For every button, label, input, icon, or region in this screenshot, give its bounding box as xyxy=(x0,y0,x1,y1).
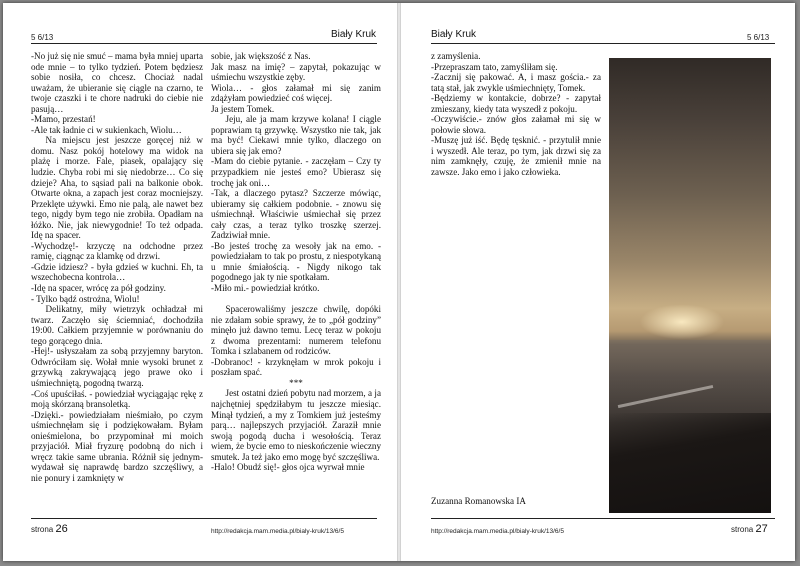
footer-url: http://redakcja.mam.media.pl/bialy-kruk/13/6/5 xyxy=(211,528,344,535)
paragraph: -Mam do ciebie pytanie. - zaczęłam – Czy ty przypadkiem nie jesteś emo? Ubierasz się trochę jak oni… xyxy=(211,156,381,188)
header-rule xyxy=(31,43,377,44)
paragraph: -Wychodzę!- krzyczę na odchodne przez ramię, ciągnąc za klamkę od drzwi. xyxy=(31,240,203,262)
paragraph: Spacerowaliśmy jeszcze chwilę, dopóki nie zdałam sobie sprawy, że to „pół godziny” minęło już dawno temu. Lecę teraz w pokoju z dwoma prezentami: numerem telefonu Tomka i szlabanem od rodziców. xyxy=(211,304,381,357)
paragraph: -Idę na spacer, wrócę za pół godziny. xyxy=(31,283,166,294)
paragraph: *** xyxy=(289,377,303,388)
magazine-title: Biały Kruk xyxy=(431,29,477,40)
page-label: strona xyxy=(731,525,754,534)
paragraph: -Halo! Obudź się!- głos ojca wyrwał mnie xyxy=(211,462,365,473)
page-number xyxy=(31,523,68,535)
paragraph: sobie, jak większość z Nas. xyxy=(211,51,311,61)
paragraph: -Dzięki.- powiedziałam nieśmiało, po czym uśmiechnęłam się i podziękowałam. Byłam onieśmielona, bo przypominał mi moich przyjaciół. Miał fryzurę podobną do nich i wręcz takie same ubrania. Różnił się jednym- wydawał się naprawdę bardzo szczęśliwy, a nie ponury i zamknięty w xyxy=(31,409,203,483)
paragraph: -Dobranoc! - krzyknęłam w mrok pokoju i poszłam spać. xyxy=(211,356,381,378)
paragraph: Wiola… - głos załamał mi się zanim zdążyłam powiedzieć coś więcej. xyxy=(211,82,381,104)
paragraph: -Hej!- usłyszałam za sobą przyjemny baryton. Odwróciłam się. Wołał mnie wysoki brunet z grzywką zakrywającą jego prawe oko i uśmiechniętą, pogodną twarzą. xyxy=(31,346,203,388)
text-column-2 xyxy=(211,51,381,473)
paragraph: -Miło mi.- powiedział krótko. xyxy=(211,283,320,294)
footer-rule xyxy=(431,518,775,519)
paragraph: -Muszę już iść. Będę tęsknić. - przytulił mnie i wyszedł. Ale teraz, po tym, jak drzwi się za nim zamknęły, czuję, że zmienił mnie na zawsze. Jako emo i jako człowieka. xyxy=(431,135,601,178)
paragraph: Ja jestem Tomek. xyxy=(211,103,275,114)
header-rule xyxy=(431,43,775,44)
page-number-value: 27 xyxy=(755,523,768,535)
magazine-spread xyxy=(3,3,795,561)
text-column-1 xyxy=(431,51,601,178)
paragraph: -Tak, a dlaczego pytasz? Szczerze mówiąc, ubieramy się całkiem podobnie. - znowu się uśmiechnął. Właściwie uśmiechał się przez cały czas, a teraz tylko troszkę szerzej. Zadziwiał mnie. xyxy=(211,188,381,241)
left-page xyxy=(3,3,397,561)
paragraph: -Będziemy w kontakcie, dobrze? - zapytał zmieszany, kiedy tata wyszedł z pokoju. xyxy=(431,93,601,114)
paragraph: -Oczywiście.- znów głos załamał mi się w połowie słowa. xyxy=(431,114,601,135)
magazine-title: Biały Kruk xyxy=(331,29,377,40)
author-name: Zuzanna Romanowska IA xyxy=(431,496,526,506)
paragraph: -Ale tak ładnie ci w sukienkach, Wiolu… xyxy=(31,124,182,135)
paragraph: z zamyślenia. xyxy=(431,51,481,61)
paragraph: -Bo jesteś trochę za wesoły jak na emo. - powiedziałam to tak po prostu, z niespotykaną u mnie śmiałością. - Nigdy nikogo tak pogodnego jak ty nie spotkałam. xyxy=(211,240,381,283)
text-column-1 xyxy=(31,51,203,483)
page-number xyxy=(731,523,768,535)
issue-number: 5 6/13 xyxy=(747,33,770,42)
paragraph: Jeju, ale ja mam krzywe kolana! I ciągle poprawiam tą grzywkę. Wszystko nie tak, jak ma być! Ciekawi mnie tylko, dlaczego on ubiera się jak emo? xyxy=(211,114,381,156)
beach-sunset-photo xyxy=(609,58,771,513)
paragraph: Jest ostatni dzień pobytu nad morzem, a ja najchętniej spędziłabym tu jeszcze miesiąc. Minął tydzień, a my z Tomkiem już jesteśmy parą… najlepszych przyjaciół. Zaraził mnie swoją pogodą ducha i wesołością. Teraz wiem, że bycie emo to nieskończenie wieczny smutek. Ja też jako emo mogę być szczęśliwa. xyxy=(211,388,381,462)
right-page xyxy=(401,3,795,561)
footer-url: http://redakcja.mam.media.pl/bialy-kruk/13/6/5 xyxy=(431,528,564,535)
paragraph: -Coś upuściłaś. - powiedział wyciągając rękę z moją skórzaną bransoletką. xyxy=(31,388,203,410)
paragraph: Na miejscu jest jeszcze goręcej niż w domu. Nasz pokój hotelowy ma widok na plażę i morze. Fale, piasek, opalający się ludzie. Chyba robi mi się niedobrze… Co się dzieje? Aha, to sąsiad pali na balkonie obok. Otwarte okna, a zapach jest coraz mocniejszy. Przeklęte używki. Emo nie palą, ale nawet bez tego, nigdy bym tego nie zrobiła. Opadłam na łóżko. Nie, jak niewygodnie! To też odpada. Idę na spacer. xyxy=(31,135,203,241)
paragraph: -No już się nie smuć – mama była mniej uparta ode mnie – to tylko tydzień. Potem będziesz sobie nosiła, co chcesz. Chociaż nadal uważam, że ubieranie się ciągle na czarno, te twoje czaszki i te chore nadruki do ciebie nie pasują… xyxy=(31,51,203,114)
paragraph: Jak masz na imię? – zapytał, pokazując w uśmiechu wszystkie zęby. xyxy=(211,61,381,83)
paragraph: -Zacznij się pakować. A, i masz gościa.- za tatą stał, jak zwykle uśmiechnięty, Tomek. xyxy=(431,72,601,93)
beach-sand xyxy=(609,413,771,513)
footer-rule xyxy=(31,518,377,519)
paragraph: Delikatny, miły wietrzyk ochładzał mi twarz. Zaczęło się ściemniać, dochodziła 19:00. Całkiem przyjemnie w porównaniu do tego gorącego dnia. xyxy=(31,304,203,346)
paragraph: -Gdzie idziesz? - była gdzieś w kuchni. Eh, ta wszechobecna kontrola… xyxy=(31,261,203,283)
issue-number: 5 6/13 xyxy=(31,33,54,42)
paragraph: -Przepraszam tato, zamyśliłam się. xyxy=(431,61,558,72)
paragraph: - Tylko bądź ostrożna, Wiolu! xyxy=(31,293,140,304)
page-label: strona xyxy=(31,525,54,534)
page-number-value: 26 xyxy=(55,523,68,535)
sea-area xyxy=(609,340,771,422)
paragraph: -Mamo, przestań! xyxy=(31,114,96,125)
